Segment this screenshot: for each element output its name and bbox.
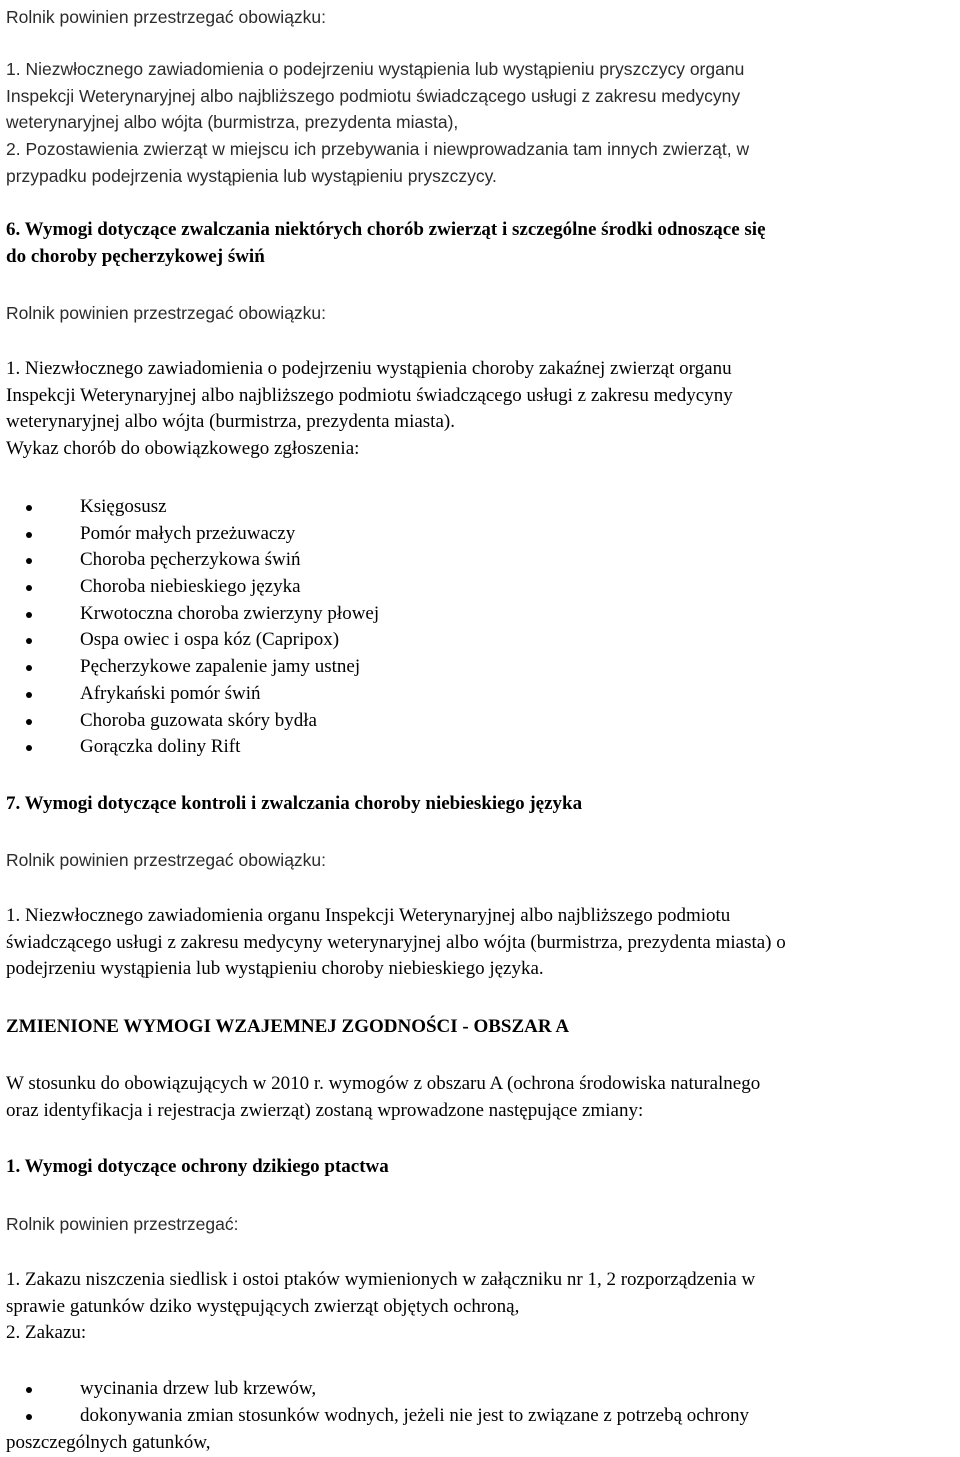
area-a-heading [6,1014,569,1041]
bullet-icon [26,719,32,725]
list-item: Pomór małych przeżuwaczy [6,521,954,548]
section-6-intro [6,300,326,327]
section-6-item-1 [6,356,733,462]
heading-line: 6. Wymogi dotyczące zwalczania niektórych chorób zwierząt i szczególne środki odnoszące się [6,219,766,240]
list-item: Choroba guzowata skóry bydła [6,708,954,735]
paragraph-line: 2. Zakazu: [6,1322,87,1343]
section-6-heading [6,217,766,270]
paragraph-line: Inspekcji Weterynaryjnej albo najbliższego podmiotu świadczącego usługi z zakresu medycyny [6,384,733,406]
intro-text-top [6,4,326,31]
bullet-icon [26,638,32,644]
paragraph-line: Rolnik powinien przestrzegać: [6,1214,239,1234]
paragraph-line: weterynaryjnej albo wójta (burmistrza, prezydenta miasta). [6,411,455,432]
bullet-icon [26,745,32,751]
paragraph-line: świadczącego usługi z zakresu medycyny weterynaryjnej albo wójta (burmistrza, prezydenta miasta) o [6,931,786,953]
bullet-icon [26,585,32,591]
paragraph-line: oraz identyfikacja i rejestracja zwierząt) zostaną wprowadzone następujące zmiany: [6,1099,644,1121]
bullet-icon [26,558,32,564]
paragraph-line: Rolnik powinien przestrzegać obowiązku: [6,7,327,27]
bullet-icon [26,532,32,538]
paragraph-line: poszczególnych gatunków, [6,1432,211,1453]
heading-line: 1. Wymogi dotyczące ochrony dzikiego ptactwa [6,1156,389,1177]
bullet-icon [26,612,32,618]
bullet-icon [26,692,32,698]
paragraph-line: 2. Pozostawienia zwierząt w miejscu ich przebywania i niewprowadzania tam innych zwierząt, w [6,139,750,159]
list-item: Choroba pęcherzykowa świń [6,547,954,574]
paragraph-line: Inspekcji Weterynaryjnej albo najbliższego podmiotu świadczącego usługi z zakresu medycyny [6,85,741,106]
item-2-pryszczyca [6,136,749,189]
area-a-sub1-intro [6,1211,238,1238]
list-item: Gorączka doliny Rift [6,734,954,761]
list-item: Pęcherzykowe zapalenie jamy ustnej [6,654,954,681]
bullet-icon [26,1414,32,1420]
area-a-sub1-tail [6,1430,211,1457]
prohibition-list [6,1376,954,1429]
paragraph-line: weterynaryjnej albo wójta (burmistrza, prezydenta miasta), [6,112,459,132]
list-title: Wykaz chorób do obowiązkowego zgłoszenia: [6,437,360,459]
area-a-sub1-item-1 [6,1267,755,1347]
paragraph-line: 1. Niezwłocznego zawiadomienia o podejrzeniu wystąpienia lub wystąpieniu pryszczycy organu [6,59,745,79]
list-item: Księgosusz [6,494,954,521]
heading-line: 7. Wymogi dotyczące kontroli i zwalczania choroby niebieskiego języka [6,793,583,814]
paragraph-line: W stosunku do obowiązujących w 2010 r. wymogów z obszaru A (ochrona środowiska naturalnego [6,1073,761,1094]
bullet-icon [26,1387,32,1393]
paragraph-line: Rolnik powinien przestrzegać obowiązku: [6,850,327,870]
list-item: Ospa owiec i ospa kóz (Capripox) [6,627,954,654]
paragraph-line: sprawie gatunków dziko występujących zwierząt objętych ochroną, [6,1295,520,1317]
list-item: wycinania drzew lub krzewów, [6,1376,954,1403]
area-a-intro [6,1071,760,1124]
section-7-intro [6,847,326,874]
paragraph-line: 1. Niezwłocznego zawiadomienia organu Inspekcji Weterynaryjnej albo najbliższego podmiotu [6,905,731,926]
section-7-item-1 [6,903,786,983]
area-a-sub1-heading [6,1154,389,1181]
heading-line: ZMIENIONE WYMOGI WZAJEMNEJ ZGODNOŚCI - OBSZAR A [6,1016,570,1037]
list-item: Krwotoczna choroba zwierzyny płowej [6,601,954,628]
paragraph-line: przypadku podejrzenia wystąpienia lub wystąpieniu pryszczycy. [6,165,497,186]
paragraph-line: 1. Niezwłocznego zawiadomienia o podejrzeniu wystąpienia choroby zakaźnej zwierząt organu [6,358,732,379]
heading-line: do choroby pęcherzykowej świń [6,245,265,267]
paragraph-line: 1. Zakazu niszczenia siedlisk i ostoi ptaków wymienionych w załączniku nr 1, 2 rozporządzenia w [6,1269,756,1290]
disease-list [6,494,954,761]
list-item: dokonywania zmian stosunków wodnych, jeżeli nie jest to związane z potrzebą ochrony [6,1403,954,1430]
paragraph-line: Rolnik powinien przestrzegać obowiązku: [6,303,327,323]
bullet-icon [26,505,32,511]
list-item: Choroba niebieskiego języka [6,574,954,601]
section-7-heading [6,791,582,818]
paragraph-line: podejrzeniu wystąpienia lub wystąpieniu choroby niebieskiego języka. [6,958,544,979]
list-item: Afrykański pomór świń [6,681,954,708]
bullet-icon [26,665,32,671]
item-1-pryszczyca [6,56,744,136]
